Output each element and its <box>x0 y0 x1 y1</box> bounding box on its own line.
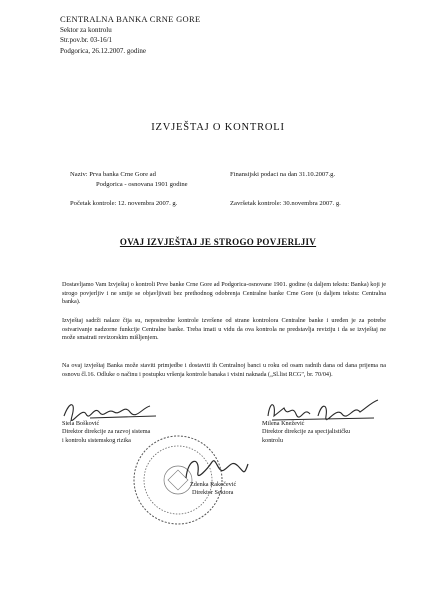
place-date: Podgorica, 26.12.2007. godine <box>60 46 146 55</box>
bank-name-block <box>70 170 220 189</box>
center-signatory <box>190 481 310 498</box>
left-signatory-role-2: i kontrolu sistemskog rizika <box>62 436 131 444</box>
center-signatory-name: Zdenka Rakočević <box>190 481 237 488</box>
organization-name: CENTRALNA BANKA CRNE GORE <box>60 14 201 24</box>
document-title: IZVJEŠTAJ O KONTROLI <box>151 122 285 133</box>
paragraph-2: Izvještaj sadrži nalaze čija su, nepostredne kontrole izvršene od strane kontrolora Centralne banke i uređen je za potrebe ostvarivanje nadzorne funkcije Centralne banke. Treba imati u vidu da ova kontrola ne predstavlja reviziju i da se izvještaj ne može smatrati revizorskim mišljenjem. <box>62 317 386 342</box>
control-start: Početak kontrole: 12. novembra 2007. g. <box>70 200 178 207</box>
sector-name: Sektor za kontrolu <box>60 25 112 34</box>
left-signatory-name: Siela Bošković <box>62 420 100 427</box>
right-signatory-role-1: Direktor direkcije za specijalističku <box>262 428 351 436</box>
reference-number: Str.pov.br. 03-16/1 <box>60 36 113 44</box>
right-signatory-role-2: kontrolu <box>262 436 283 444</box>
confidential-warning: OVAJ IZVJEŠTAJ JE STROGO POVJERLJIV <box>119 237 317 247</box>
left-signatory-role-1: Direktor direkcije za razvoj sistema <box>62 428 151 436</box>
letterhead <box>60 14 200 56</box>
control-end: Završetak kontrole: 30.novembra 2007. g. <box>230 200 341 207</box>
naziv-line1: Prva banka Crne Gore ad <box>89 171 156 178</box>
naziv-label: Naziv: <box>70 171 88 178</box>
center-signatory-role: Direktor Sektora <box>192 489 234 497</box>
paragraph-1: Dostavljamo Vam Izvještaj o kontroli Prve banke Crne Gore ad Podgorica-osnovane 1901. godine (u daljem tekstu: Banka) koji je strogo povjerljiv i ne smije se objavljivati bez prethodnog odobrenja Centralne banke Crne Gore (u daljem tekstu: Centralna banka). <box>62 281 386 306</box>
financial-date: Finansijski podaci na dan 31.10.2007.g. <box>230 171 336 178</box>
right-signatory-name: Milena Knežević <box>262 420 305 427</box>
paragraph-3: Na ovaj izvještaj Banka može staviti primjedbe i dostaviti ih Centralnoj banci u roku od osam radnih dana od dana prijema na osnovu čl.16. Odluke o načinu i postupku vršenja kontrole banaka i visini naknada („Sl.list RCG", br. 70/04). <box>62 362 386 378</box>
right-signatory <box>262 420 412 445</box>
naziv-line2: Podgorica - osnovana 1901 godine <box>96 180 188 188</box>
